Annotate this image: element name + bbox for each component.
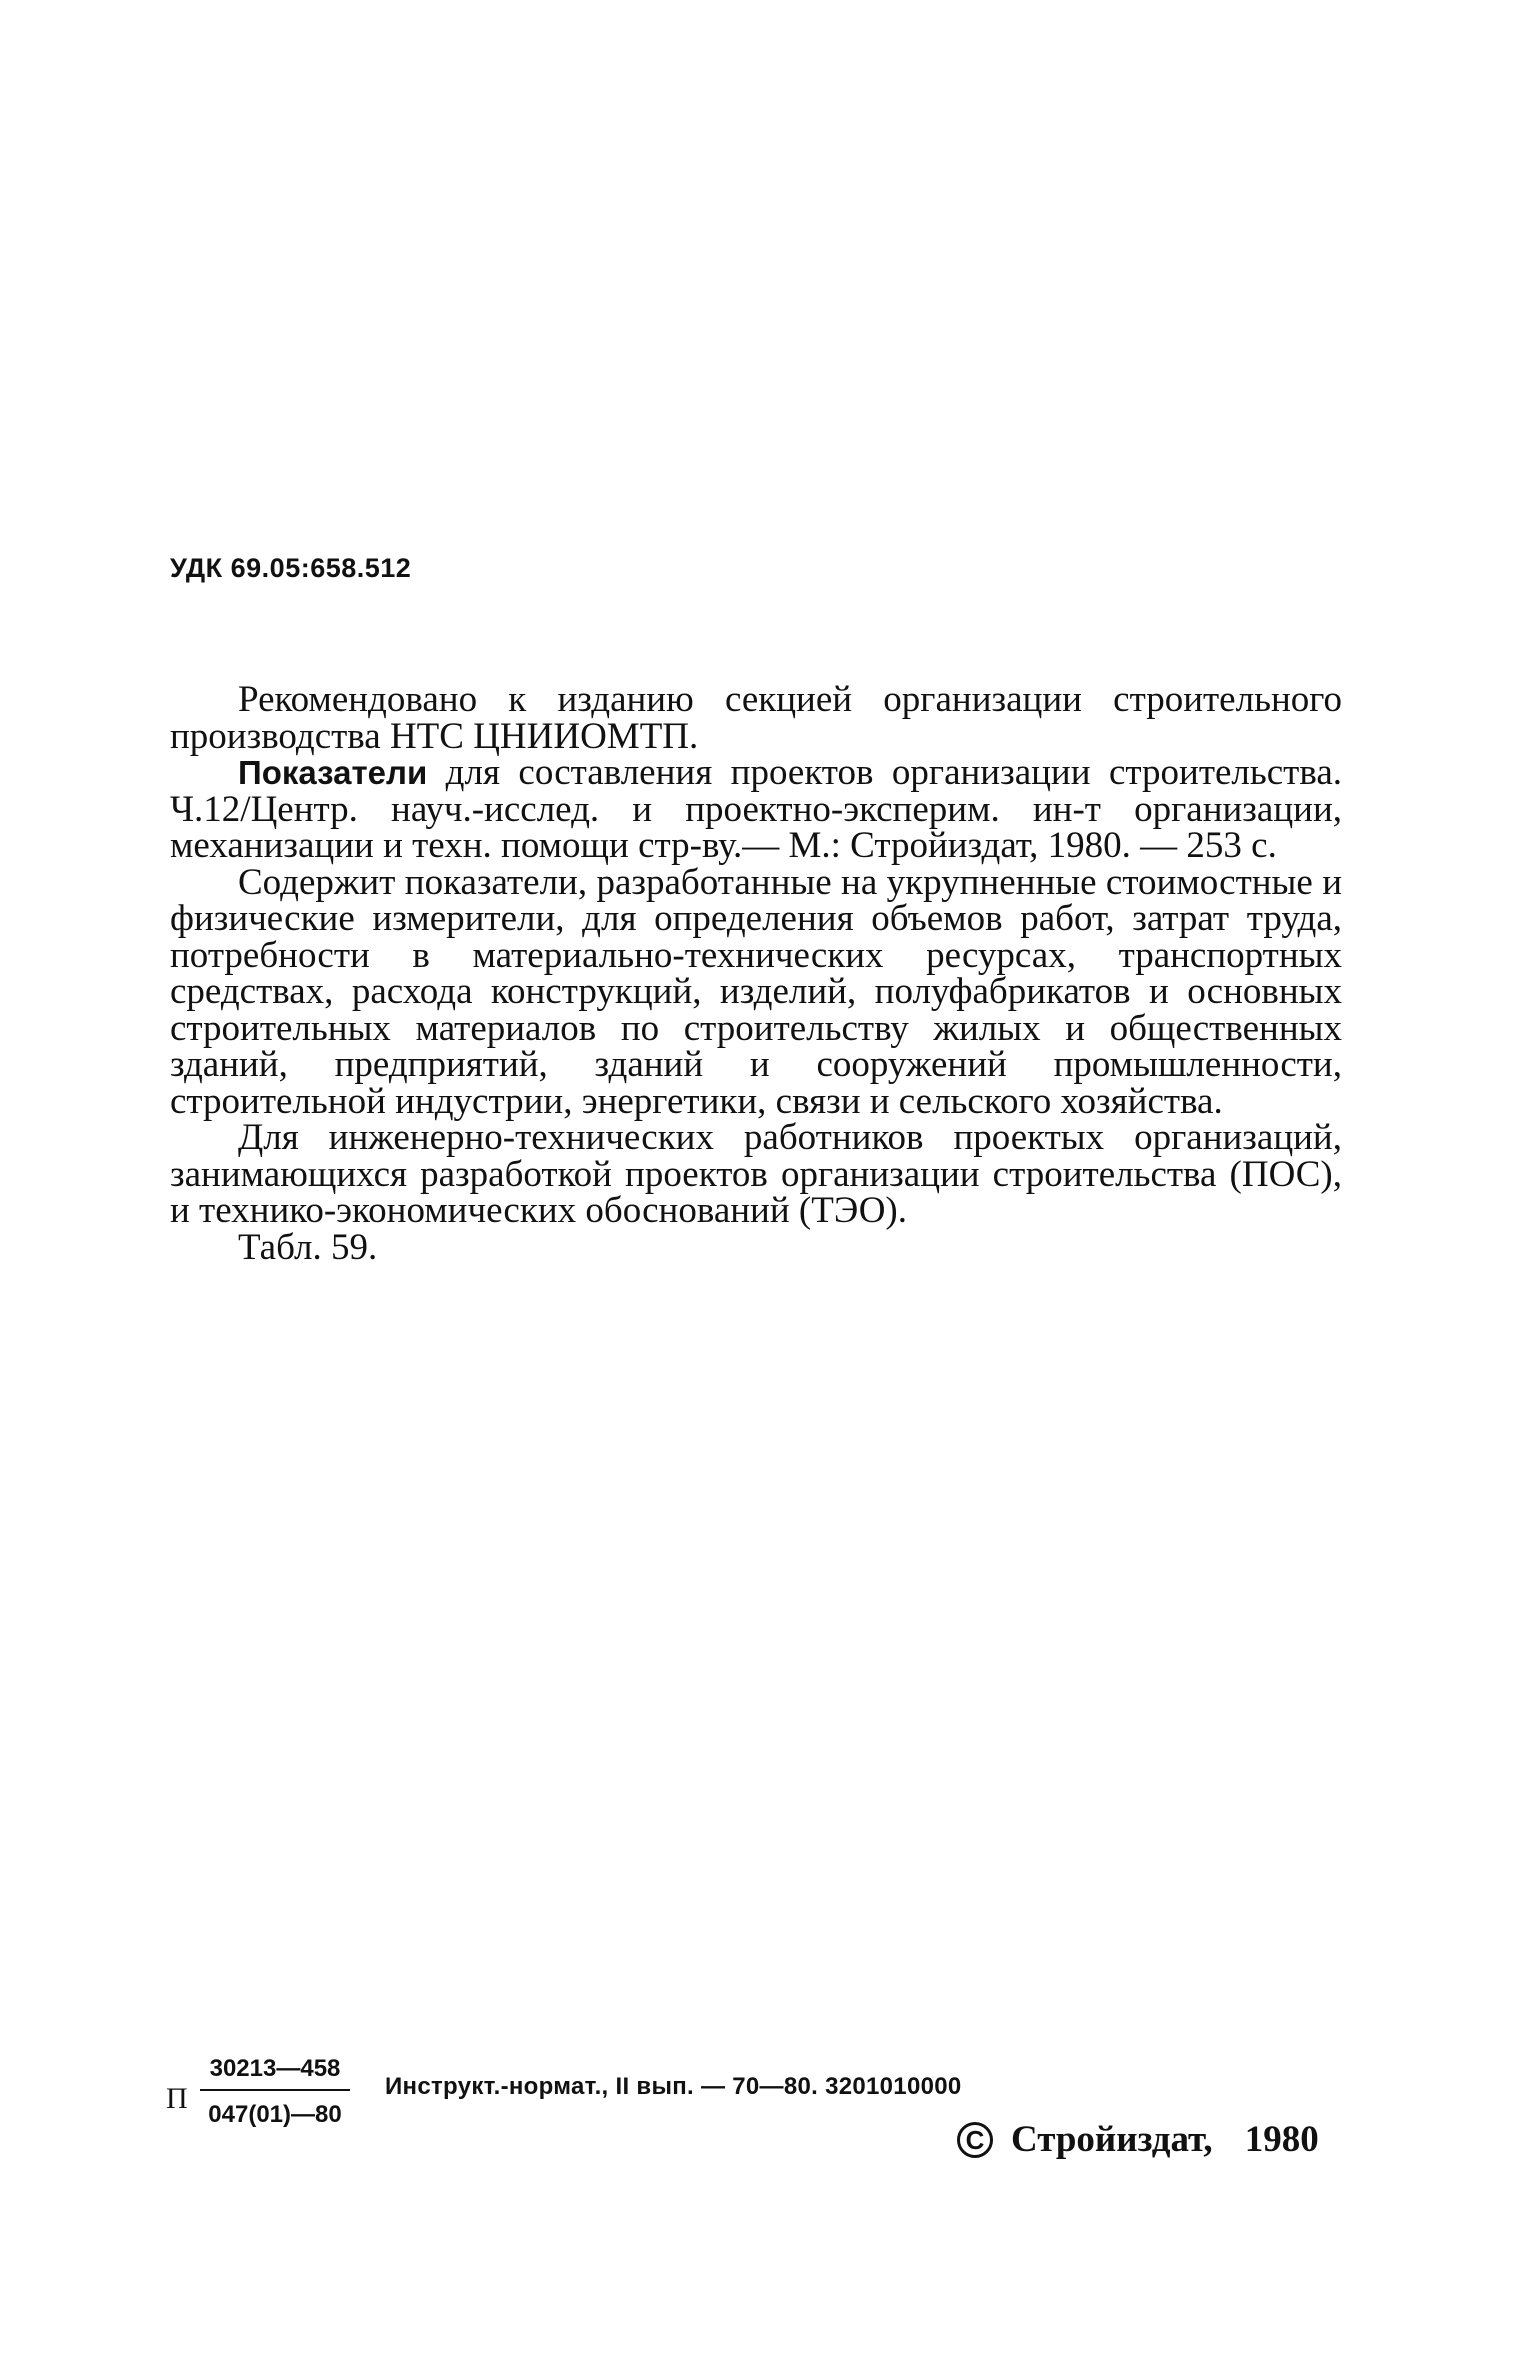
copyright-year: 1980 xyxy=(1244,2119,1319,2160)
tables-count: Табл. 59. xyxy=(238,1226,378,1268)
description-paragraph: Содержит показатели, разработанные на укрупненные стоимостные и физические измерители, для определения объемов работ, затрат труда, потребности в материально-технических ресурсах, транспортных средствах, расхода конструкций, изделий, полуфабрикатов и основных строительных материалов по строительству жилых и общественных зданий, предприятий, зданий и сооружений промышленности, строительной индустрии, энергетики, связи и сельского хозяйства. xyxy=(170,861,1342,1122)
imprint-fraction xyxy=(200,2055,350,2129)
copyright-line xyxy=(957,2118,1319,2161)
audience-paragraph: Для инженерно-технических работников проектых организаций, занимающихся разработкой проектов организации строительства (ПОС), и технико-экономических обоснований (ТЭО). xyxy=(170,1117,1342,1231)
recommendation-paragraph: Рекомендовано к изданию секцией организации строительного производства НТС ЦНИИОМТП. xyxy=(170,679,1342,757)
copyright-icon: C xyxy=(957,2122,993,2158)
imprint-prefix: П xyxy=(166,2082,188,2115)
udk-code: УДК 69.05:658.512 xyxy=(170,553,412,583)
bibliographic-text: для составления проектов организации строительства. Ч.12/Центр. науч.-исслед. и проектно-эксперим. ин-т организации, механизации и техн. помощи стр-ву.— М.: Стройиздат, 1980. — 253 с. xyxy=(170,752,1342,866)
title-word: Показатели xyxy=(238,754,428,791)
imprint-numerator: 30213—458 xyxy=(200,2055,350,2091)
abstract xyxy=(170,679,1342,1268)
bibliographic-paragraph xyxy=(170,752,1342,866)
series-info: Инструкт.-нормат., II вып. — 70—80. 3201010000 xyxy=(385,2073,962,2100)
imprint-denominator: 047(01)—80 xyxy=(208,2101,342,2128)
copyright-holder: Стройиздат, xyxy=(1011,2119,1213,2160)
